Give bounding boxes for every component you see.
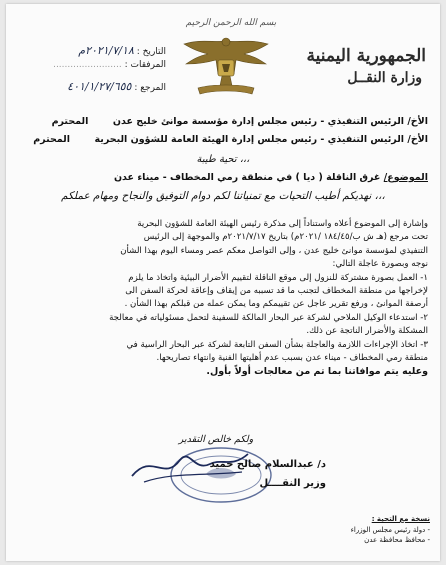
addressee-2-honorific: المحترم: [33, 134, 70, 145]
closing-request: وعليه يتم موافاتنا بما تم من معالجات أولاً بأول.: [206, 366, 428, 378]
body-line: لإخراجها من منطقة المخطاف لتجنب ما قد تسببه من إيقاف وإعاقة لحركة السفن الى: [125, 286, 428, 297]
body-line: أرصفة الموانئ ، ورفع تقرير عاجل عن تقييمكم وما يمكن عمله من قبلكم بهذا الشأن .: [124, 299, 428, 310]
basmala: بسم الله الرحمن الرحيم: [185, 18, 277, 28]
body-line: تحت مرجع (هـ ش ب/١٨٤/٤٥ /٢٠٢١م) بتاريخ ٢٠٢١/٧/١٧م والموجهة إلى الرئيس: [143, 232, 428, 243]
body-line: المشكلة والأضرار الناتجة عن ذلك.: [306, 326, 428, 337]
body-line: ١- العمل بصورة مشتركة للنزول إلى موقع الناقلة لتقييم الأضرار البيئية واتخاذ ما يلزم: [128, 272, 428, 283]
closing-phrase: ولكم خالص التقدير: [178, 434, 254, 445]
body-line: ٣- اتخاذ الإجراءات اللازمة والعاجلة بشأن السفن التابعة لشركة عبر البحار الراسية في: [126, 339, 428, 350]
greeting: تحية طيبة ،،،: [196, 154, 250, 165]
attachments-label: المرفقات :: [124, 60, 166, 70]
attachments-row: المرفقات : ........................: [53, 60, 166, 70]
subject-label: الموضوع/: [383, 172, 428, 183]
signatory-title: وزير النقــــل: [259, 478, 326, 489]
date-value: ٢٠٢١/٧/١٨م: [78, 44, 134, 57]
copy-recipient: - دولة رئيس مجلس الوزراء: [350, 525, 430, 534]
letter-page: [6, 4, 440, 561]
copies-list: [310, 514, 430, 546]
subject-line: [114, 172, 428, 183]
date-label: التاريخ :: [136, 47, 166, 57]
body-line: منطقة رمي المخطاف - ميناء عدن بسبب عدم أهليتها الفنية وانتهاء تصاريحها.: [156, 353, 428, 364]
addressee-1-text: الأخ/ الرئيس التنفيذي - رئيس مجلس إدارة مؤسسة موانئ خليج عدن: [112, 116, 428, 127]
addressee-2: [33, 134, 428, 145]
letter-body: [20, 218, 428, 379]
body-line: التنفيذي لمؤسسة موانئ خليج عدن ، وإلى التواصل معكم عصر ومساء اليوم بهذا الشأن: [120, 245, 428, 256]
ministry-title: وزارة النقــل: [347, 70, 422, 86]
body-line: ٢- استدعاء الوكيل الملاحي لشركة عبر البحار المالكة للسفينة لتحمل مسئولياته في معالجة: [109, 312, 428, 323]
ref-row: [16, 80, 166, 93]
republic-title: الجمهورية اليمنية: [306, 46, 426, 66]
body-line: نوجه وبصورة عاجلة التالي:: [332, 259, 428, 270]
body-line: وإشارة إلى الموضوع أعلاه واستناداً إلى مذكرة رئيس الهيئة العامة للشؤون البحرية: [137, 219, 428, 229]
subject-text: غرق الناقلة ( ديا ) في منطقة رمي المخطاف - ميناء عدن: [113, 172, 381, 183]
wishes-line: نهديكم أطيب التحيات مع تمنياتنا لكم دوام التوفيق والنجاح ومهام عملكم ،،،: [61, 190, 385, 202]
addressee-1: [52, 116, 428, 127]
date-row: [16, 44, 166, 57]
copy-recipient: - محافظ محافظة عدن: [364, 536, 430, 544]
copies-heading: نسخة مع التحية :: [371, 515, 430, 523]
addressee-2-text: الأخ/ الرئيس التنفيذي - رئيس مجلس إدارة الهيئة العامة للشؤون البحرية: [94, 134, 428, 145]
ref-label: المرجع :: [134, 83, 166, 93]
signatory-name: د/ عبدالسلام صالح حميد: [209, 459, 326, 470]
addressee-1-honorific: المحترم: [51, 116, 89, 127]
yemen-eagle-emblem-icon: [178, 30, 274, 104]
ref-value: ٤٠١/١/٢٧/٦٥٥: [67, 80, 132, 93]
